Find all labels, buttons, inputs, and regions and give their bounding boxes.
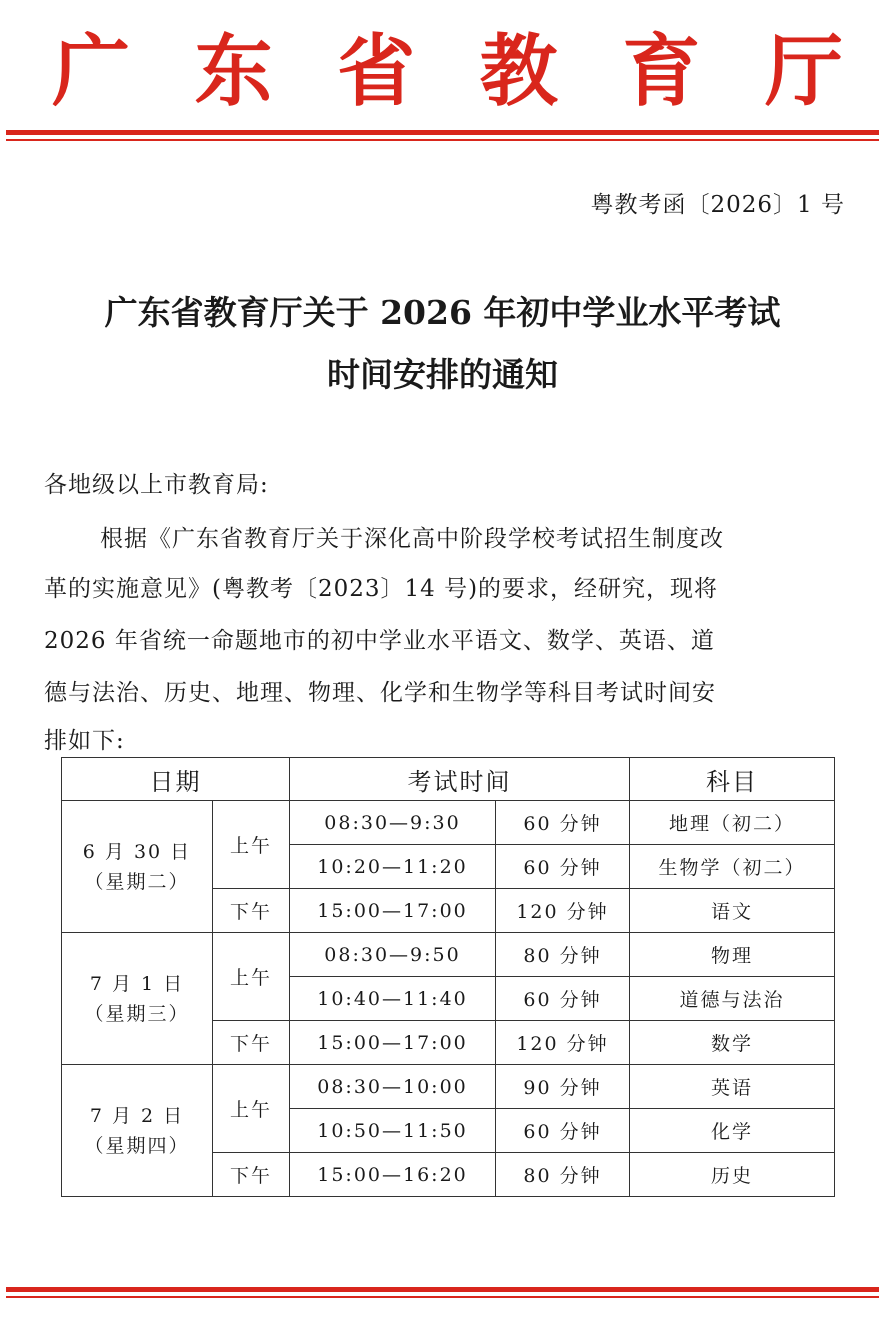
exam-duration: 60 分钟 [496,801,630,845]
afternoon-label: 下午 [213,1153,290,1197]
header-exam-time: 考试时间 [290,758,630,801]
date-text: 6 月 30 日 [82,840,192,863]
exam-subject: 数学 [630,1021,835,1065]
document-number: 粤教考函〔2026〕1 号 [590,192,845,218]
morning-label: 上午 [213,1065,290,1153]
exam-subject: 历史 [630,1153,835,1197]
exam-subject: 语文 [630,889,835,933]
masthead [0,22,885,122]
notice-title-line2: 时间安排的通知 [327,355,558,394]
morning-label: 上午 [213,801,290,889]
exam-duration: 120 分钟 [496,889,630,933]
exam-schedule-table [61,757,835,1197]
masthead-char: 广 [52,27,131,117]
exam-time: 10:50—11:50 [290,1109,496,1153]
date-text: 7 月 2 日 [89,1104,185,1127]
header-date: 日期 [62,758,290,801]
afternoon-label: 下午 [213,1021,290,1065]
exam-time: 15:00—17:00 [290,889,496,933]
exam-subject: 物理 [630,933,835,977]
masthead-char: 省 [337,27,416,117]
exam-duration: 60 分钟 [496,1109,630,1153]
exam-time: 15:00—16:20 [290,1153,496,1197]
header-rule-thin [6,139,879,141]
exam-time: 15:00—17:00 [290,1021,496,1065]
exam-time: 08:30—9:50 [290,933,496,977]
exam-subject: 英语 [630,1065,835,1109]
date-cell [62,933,213,1065]
exam-duration: 120 分钟 [496,1021,630,1065]
table-row [62,1065,835,1109]
table-header-row [62,758,835,801]
date-text: 7 月 1 日 [89,972,185,995]
exam-subject: 地理（初二） [630,801,835,845]
morning-label: 上午 [213,933,290,1021]
date-cell [62,1065,213,1197]
footer-rule-thick [6,1287,879,1292]
masthead-char: 厅 [764,27,843,117]
body-line: 革的实施意见》(粤教考〔2023〕14 号)的要求，经研究，现将 [44,576,719,602]
footer-rule-thin [6,1296,879,1298]
weekday-text: （星期二） [84,870,190,893]
exam-subject: 生物学（初二） [630,845,835,889]
date-cell [62,801,213,933]
exam-duration: 90 分钟 [496,1065,630,1109]
masthead-char: 东 [194,27,273,117]
weekday-text: （星期四） [84,1134,190,1157]
exam-time: 08:30—9:30 [290,801,496,845]
body-line: 2026 年省统一命题地市的初中学业水平语文、数学、英语、道 [44,628,715,654]
body-line: 德与法治、历史、地理、物理、化学和生物学等科目考试时间安 [44,680,716,706]
exam-subject: 化学 [630,1109,835,1153]
exam-subject: 道德与法治 [630,977,835,1021]
exam-time: 10:40—11:40 [290,977,496,1021]
header-subject: 科目 [630,758,835,801]
exam-duration: 80 分钟 [496,1153,630,1197]
exam-time: 08:30—10:00 [290,1065,496,1109]
body-line: 根据《广东省教育厅关于深化高中阶段学校考试招生制度改 [100,526,724,552]
table-row [62,801,835,845]
header-rule-thick [6,130,879,135]
table-row [62,933,835,977]
salutation: 各地级以上市教育局: [44,472,269,498]
masthead-char: 育 [622,27,701,117]
notice-title-line1: 广东省教育厅关于 2026 年初中学业水平考试 [104,293,781,332]
weekday-text: （星期三） [84,1002,190,1025]
exam-time: 10:20—11:20 [290,845,496,889]
exam-duration: 60 分钟 [496,977,630,1021]
exam-duration: 80 分钟 [496,933,630,977]
masthead-char: 教 [479,27,558,117]
afternoon-label: 下午 [213,889,290,933]
body-line: 排如下: [44,728,125,754]
exam-duration: 60 分钟 [496,845,630,889]
